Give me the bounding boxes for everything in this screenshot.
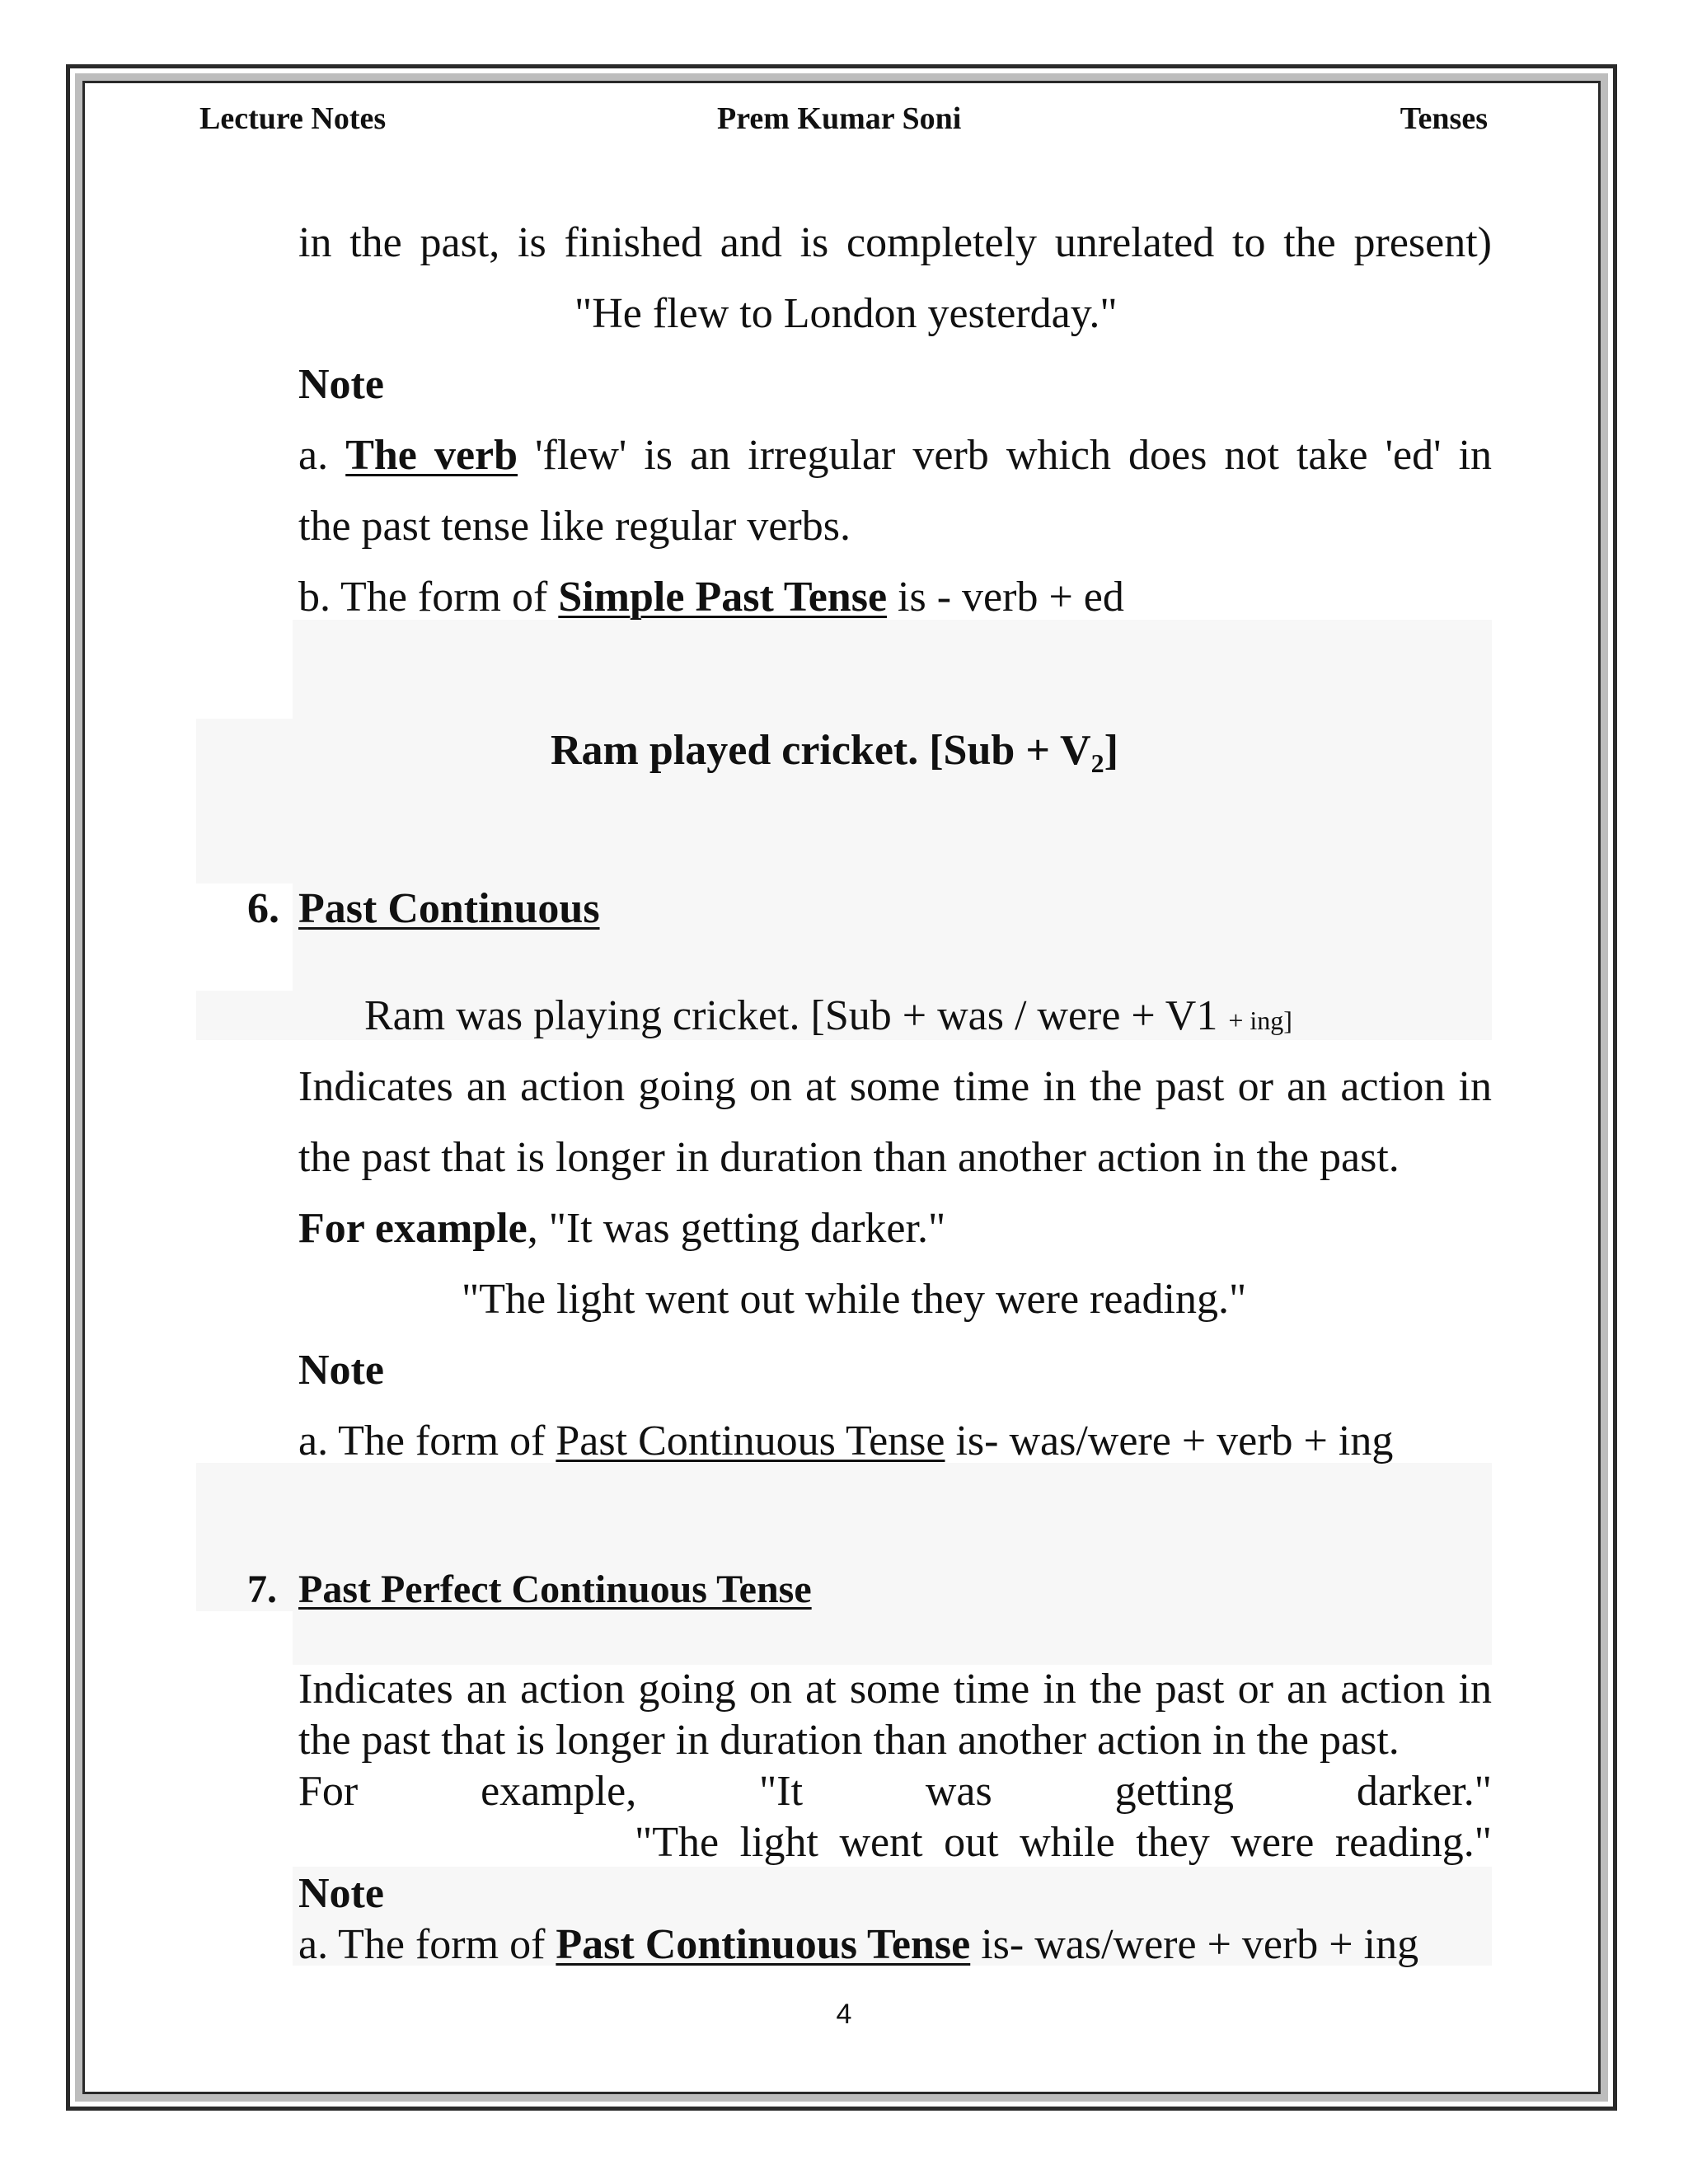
example-line: For example, "It was getting darker." bbox=[298, 1205, 946, 1252]
page-number: 4 bbox=[836, 1999, 852, 2030]
section-number: 7. bbox=[247, 1568, 277, 1611]
paragraph-line: in the past, is finished and is completely unrelated to the present) bbox=[298, 219, 1492, 266]
example-sentence: "He flew to London yesterday." bbox=[574, 290, 1118, 337]
formula-past-continuous: Ram was playing cricket. [Sub + was / were + V1 + ing] bbox=[364, 992, 1292, 1039]
note-item-b: b. The form of Simple Past Tense is - verb + ed bbox=[298, 574, 1124, 621]
example-sentence: "The light went out while they were reading." bbox=[635, 1819, 1492, 1866]
header-left: Lecture Notes bbox=[199, 101, 387, 136]
example-sentence: "The light went out while they were reading." bbox=[462, 1276, 1247, 1323]
note-item-a: a. The form of Past Continuous Tense is- was/were + verb + ing bbox=[298, 1921, 1419, 1968]
shade-band-6 bbox=[293, 1611, 1492, 1665]
note-item-a: a. The verb 'flew' is an irregular verb which does not take 'ed' in bbox=[298, 432, 1493, 479]
note-item-a: a. The form of Past Continuous Tense is- was/were + verb + ing bbox=[298, 1418, 1394, 1465]
header-center: Prem Kumar Soni bbox=[717, 101, 962, 136]
example-line: For example, "It was getting darker." bbox=[298, 1768, 1492, 1815]
note-heading: Note bbox=[298, 1870, 384, 1917]
description-line: the past that is longer in duration than another action in the past. bbox=[298, 1717, 1400, 1764]
header-right: Tenses bbox=[1400, 101, 1488, 136]
note-heading: Note bbox=[298, 1347, 384, 1394]
section-title: Past Perfect Continuous Tense bbox=[298, 1568, 812, 1611]
section-title: Past Continuous bbox=[298, 885, 600, 932]
note-heading: Note bbox=[298, 361, 384, 408]
description-line: the past that is longer in duration than another action in the past. bbox=[298, 1134, 1400, 1181]
section-number: 6. bbox=[247, 885, 279, 932]
description-line: Indicates an action going on at some time in the past or an action in bbox=[298, 1666, 1492, 1713]
shade-band-1 bbox=[293, 620, 1492, 719]
formula-simple-past: Ram played cricket. [Sub + V2] bbox=[551, 727, 1118, 778]
description-line: Indicates an action going on at some time in the past or an action in bbox=[298, 1063, 1492, 1110]
note-item-a-continued: the past tense like regular verbs. bbox=[298, 503, 851, 550]
